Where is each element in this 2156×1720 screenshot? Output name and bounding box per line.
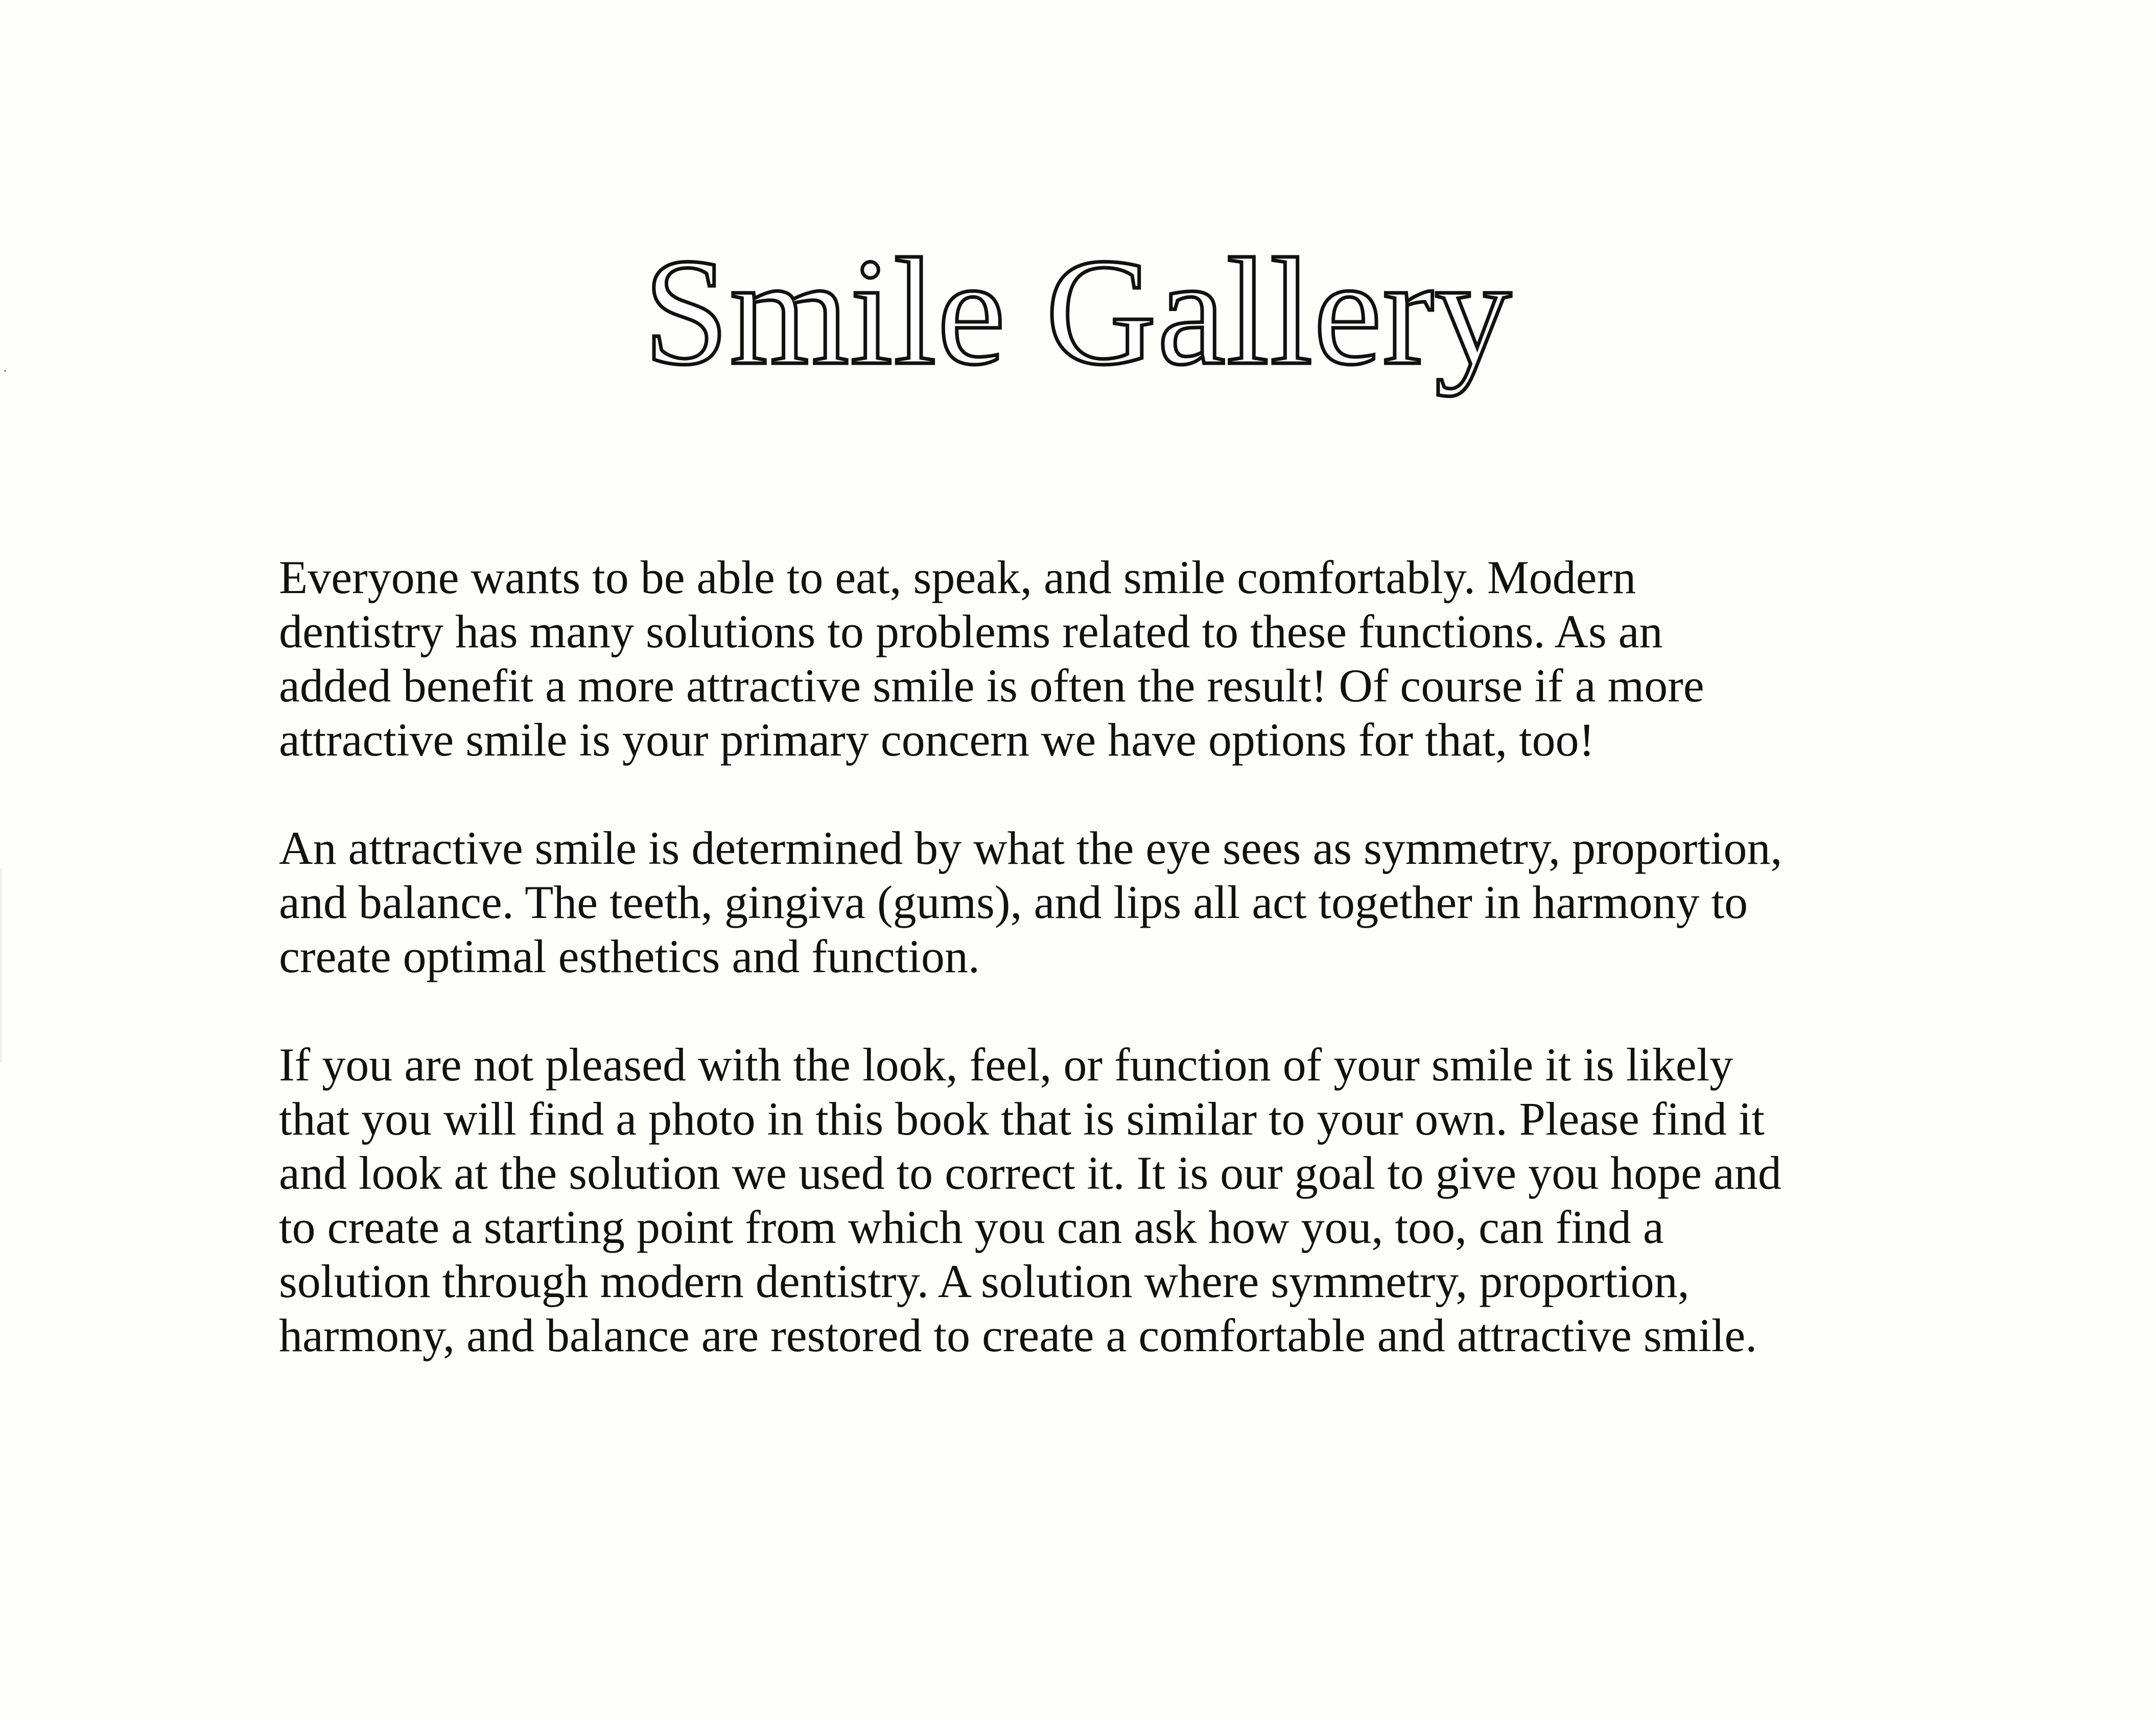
- paragraph-attractive-smile: [279, 821, 2156, 983]
- page-title: Smile Gallery: [643, 227, 1513, 396]
- text-line: and look at the solution we used to correct it. It is our goal to give you hope and: [279, 1147, 1782, 1199]
- text-line: and balance. The teeth, gingiva (gums), and lips all act together in harmony to: [279, 876, 1748, 928]
- text-line: that you will find a photo in this book that is similar to your own. Please find it: [279, 1093, 1765, 1145]
- text-line: solution through modern dentistry. A solution where symmetry, proportion,: [279, 1255, 1690, 1307]
- text-line: If you are not pleased with the look, feel, or function of your smile it is likely: [279, 1039, 1733, 1091]
- text-line: to create a starting point from which you can ask how you, too, can find a: [279, 1201, 1664, 1253]
- paragraph-intro: [279, 550, 2156, 767]
- text-line: Everyone wants to be able to eat, speak, and smile comfortably. Modern: [279, 551, 1636, 603]
- text-line: dentistry has many solutions to problems related to these functions. As an: [279, 605, 1663, 657]
- text-line: create optimal esthetics and function.: [279, 930, 980, 982]
- text-line: harmony, and balance are restored to create a comfortable and attractive smile.: [279, 1309, 1757, 1361]
- text-line: An attractive smile is determined by what the eye sees as symmetry, proportion,: [279, 822, 1783, 874]
- scan-edge-shadow: [0, 868, 3, 1063]
- text-line: added benefit a more attractive smile is often the result! Of course if a more: [279, 659, 1704, 712]
- body-text: [279, 550, 2156, 1362]
- paragraph-find-photo: [279, 1038, 2156, 1362]
- text-line: attractive smile is your primary concern we have options for that, too!: [279, 714, 1595, 766]
